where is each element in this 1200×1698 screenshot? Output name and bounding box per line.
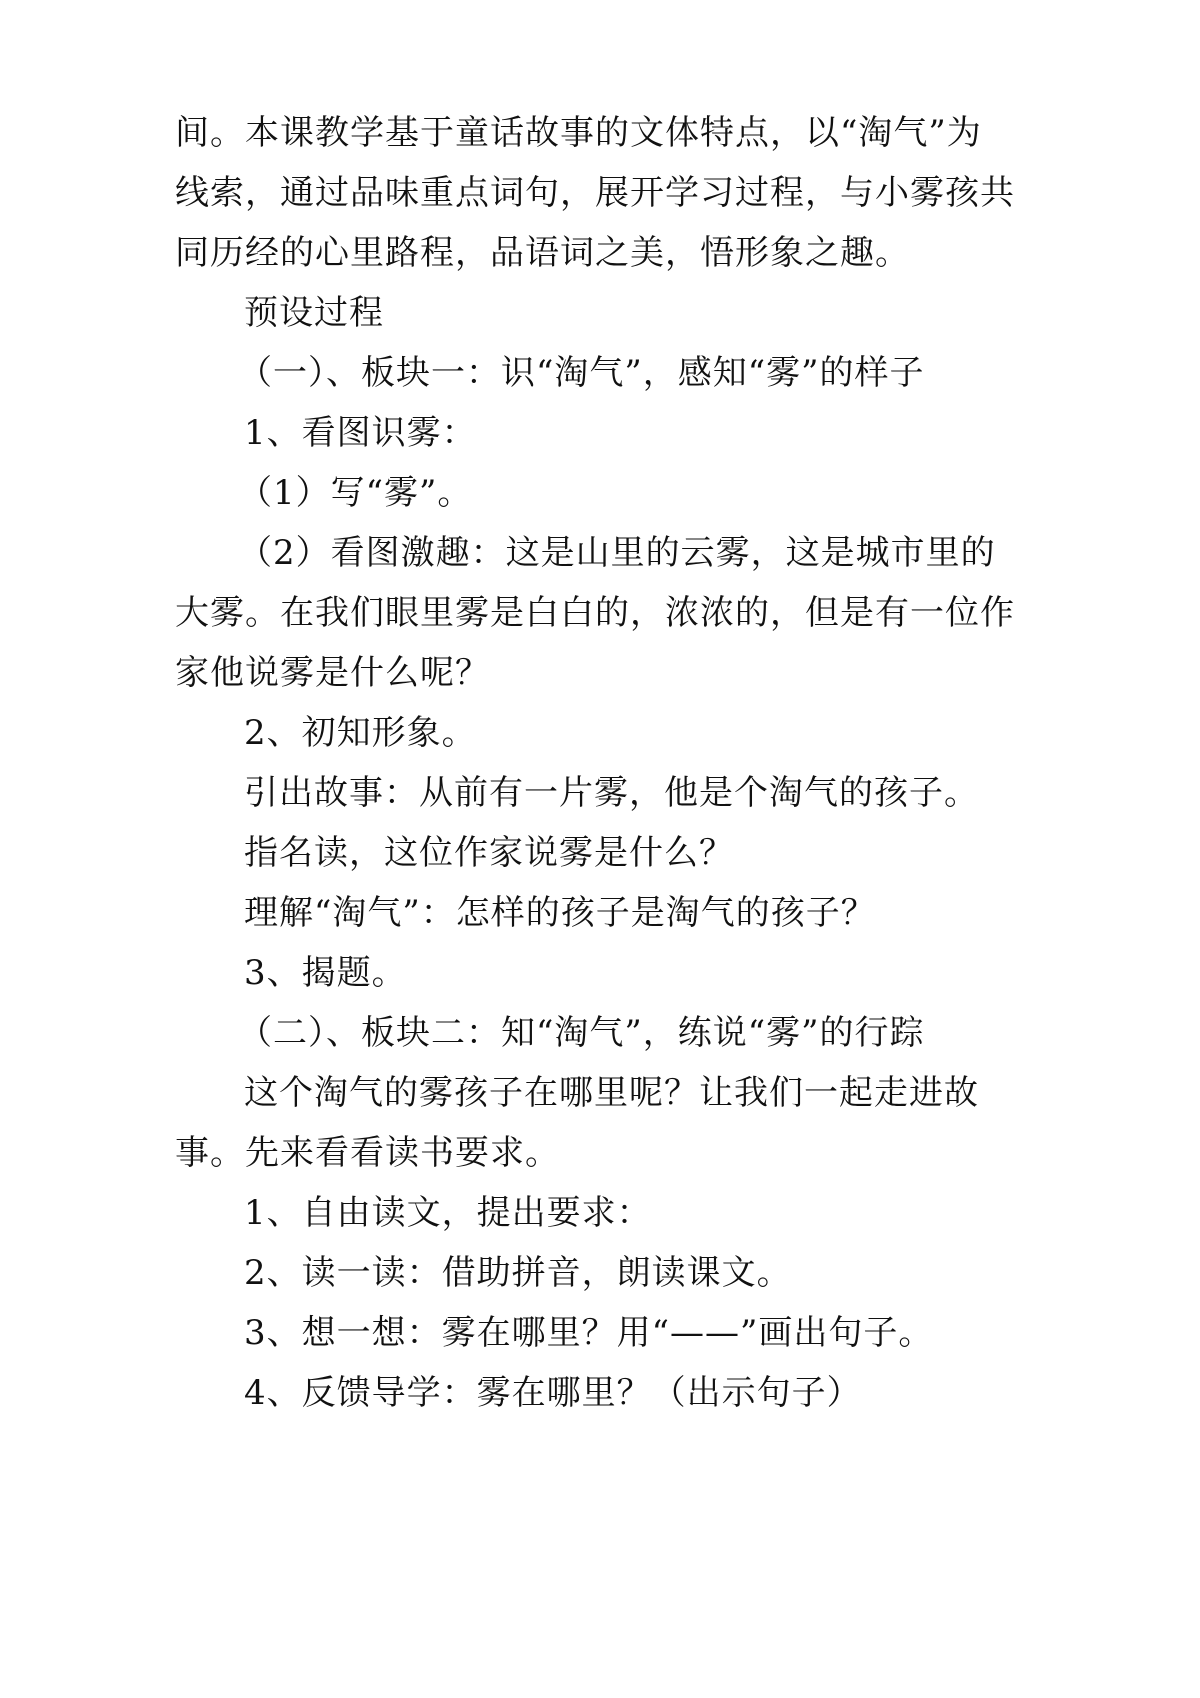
paragraph-line: 事。先来看看读书要求。 (175, 1133, 560, 1173)
paragraph-line: 这个淘气的雾孩子在哪里呢？让我们一起走进故 (244, 1073, 979, 1113)
list-item: 3、揭题。 (244, 953, 407, 993)
paragraph-line: 间。本课教学基于童话故事的文体特点，以“淘气”为 (175, 113, 982, 153)
paragraph-line: 引出故事：从前有一片雾，他是个淘气的孩子。 (244, 773, 979, 813)
list-item: （1）写“雾”。 (238, 473, 473, 513)
list-item: 1、自由读文，提出要求： (244, 1193, 652, 1233)
section-heading: 预设过程 (244, 293, 384, 333)
section-heading: （二）、板块二：知“淘气”，练说“雾”的行踪 (238, 1013, 925, 1053)
list-item: 2、初知形象。 (244, 713, 477, 753)
list-item: （2）看图激趣：这是山里的云雾，这是城市里的 (238, 533, 996, 573)
list-item: 2、读一读：借助拼音，朗读课文。 (244, 1253, 792, 1293)
paragraph-line: 线索，通过品味重点词句，展开学习过程，与小雾孩共 (175, 173, 1015, 213)
list-item: 4、反馈导学：雾在哪里？（出示句子） (244, 1373, 862, 1413)
list-item: 3、想一想：雾在哪里？用“——”画出句子。 (244, 1313, 934, 1353)
list-item: 1、看图识雾： (244, 413, 477, 453)
paragraph-line: 指名读，这位作家说雾是什么？ (244, 833, 734, 873)
paragraph-line: 同历经的心里路程，品语词之美，悟形象之趣。 (175, 233, 910, 273)
paragraph-line: 大雾。在我们眼里雾是白白的，浓浓的，但是有一位作 (175, 593, 1015, 633)
paragraph-line: 家他说雾是什么呢？ (175, 653, 490, 693)
paragraph-line: 理解“淘气”：怎样的孩子是淘气的孩子？ (244, 893, 876, 933)
section-heading: （一）、板块一：识“淘气”，感知“雾”的样子 (238, 353, 925, 393)
